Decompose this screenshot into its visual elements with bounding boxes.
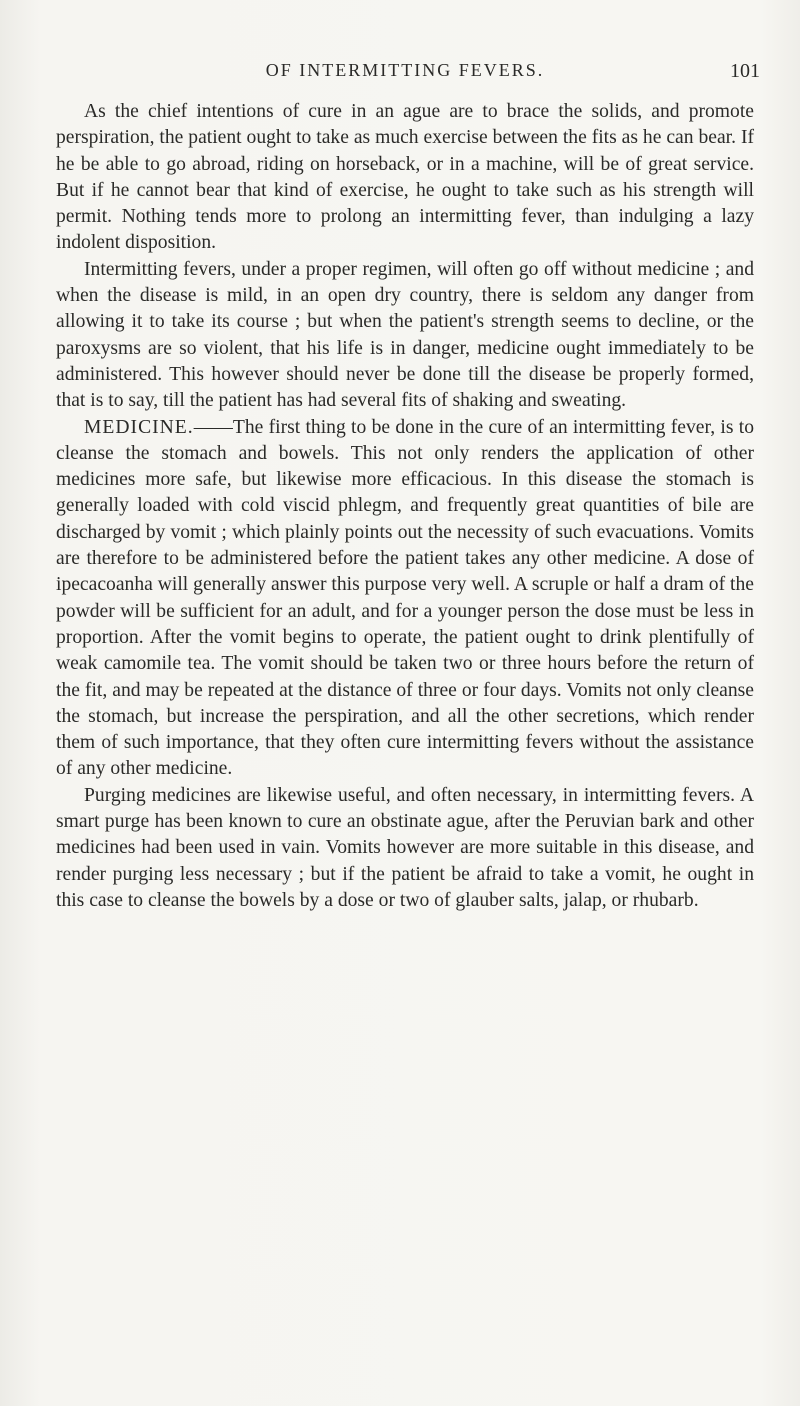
paragraph-text: ——The first thing to be done in the cure of an intermitting fever, is to cleanse the stomach and bowels. This not only renders the application of other medicines more safe, but likewise more efficacious. In this disease the stomach is generally loaded with cold viscid phlegm, and frequently great quantities of bile are discharged by vomit ; which plainly points out the necessity of such evacuations. Vomits are therefore to be administered before the patient takes any other medicine. A dose of ipecacoanha will generally answer this purpose very well. A scruple or half a dram of the powder will be sufficient for an adult, and for a younger person the dose must be less in proportion. After the vomit begins to operate, the patient ought to drink plentifully of weak camomile tea. The vomit should be taken two or three hours before the return of the fit, and may be repeated at the distance of three or four days. Vomits not only cleanse the stomach, but increase the perspiration, and all the other secretions, which render them of such importance, that they often cure intermitting fevers without the assistance of any other medicine. [56, 416, 754, 780]
paragraph-regimen [56, 257, 754, 415]
page-header [50, 60, 760, 90]
paragraph-medicine [56, 415, 754, 783]
body-text [56, 99, 754, 914]
section-lead-medicine: MEDICINE. [84, 416, 194, 438]
paragraph-purging [56, 783, 754, 914]
running-head: OF INTERMITTING FEVERS. [265, 60, 545, 80]
paragraph-exercise [56, 99, 754, 257]
paragraph-text: Intermitting fevers, under a proper regimen, will often go off without medicine ; and when the disease is mild, in an open dry country, there is seldom any danger from allowing it to take its course ; but when the patient's strength seems to decline, or the paroxysms are so violent, that his life is in danger, medicine ought immediately to be administered. This however should never be done till the disease be properly formed, that is to say, till the patient has had several fits of shaking and sweating. [56, 258, 754, 412]
page-number: 101 [730, 60, 760, 82]
paragraph-text: Purging medicines are likewise useful, and often necessary, in intermitting fevers. A smart purge has been known to cure an obstinate ague, after the Peruvian bark and other medicines had been used in vain. Vomits however are more suitable in this disease, and render purging less necessary ; but if the patient be afraid to take a vomit, he ought in this case to cleanse the bowels by a dose or two of glauber salts, jalap, or rhubarb. [56, 784, 754, 911]
paragraph-text: As the chief intentions of cure in an ague are to brace the solids, and promote perspiration, the patient ought to take as much exercise between the fits as he can bear. If he be able to go abroad, riding on horseback, or in a machine, will be of great service. But if he cannot bear that kind of exercise, he ought to take such as his strength will permit. Nothing tends more to prolong an intermitting fever, than indulging a lazy indolent disposition. [56, 101, 754, 254]
